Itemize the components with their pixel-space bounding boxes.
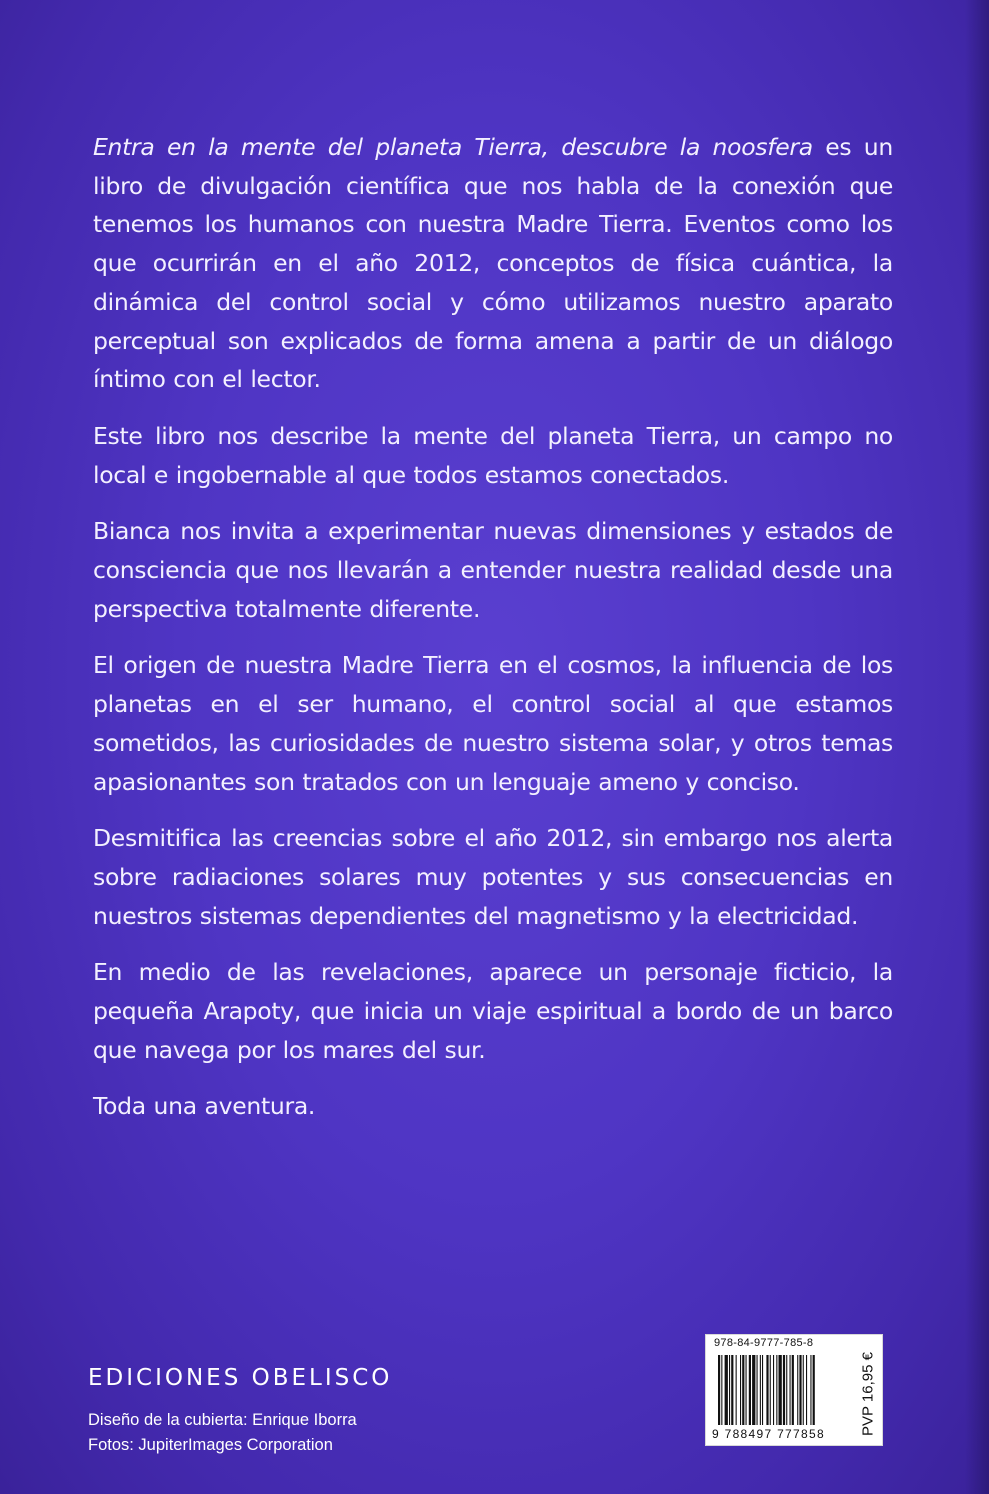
book-title: Entra en la mente del planeta Tierra, descubre la noosfera — [93, 133, 813, 161]
blurb-paragraph-5: Desmitifica las creencias sobre el año 2012, sin embargo nos alerta sobre radiaciones solares muy potentes y sus consecuencias en nuestros sistemas dependientes del magnetismo y la electricidad. — [93, 824, 893, 930]
price-text: PVP 16,95 € — [859, 1352, 877, 1436]
blurb-paragraph-6: En medio de las revelaciones, aparece un personaje ficticio, la pequeña Arapoty, que inicia un viaje espiritual a bordo de un barco que navega por los mares del sur. — [93, 958, 893, 1064]
edge-shadow — [965, 0, 989, 1494]
blurb-paragraph-4: El origen de nuestra Madre Tierra en el cosmos, la influencia de los planetas en el ser humano, el control social al que estamos sometidos, las curiosidades de nuestro sistema solar, y otros temas apasionantes son tratados con un lenguaje ameno y conciso. — [93, 651, 893, 796]
price-label — [854, 1345, 882, 1443]
cover-design-credit: Diseño de la cubierta: Enrique Iborra — [88, 1411, 357, 1429]
blurb-paragraph-1 — [93, 128, 893, 399]
blurb-paragraph-7: Toda una aventura. — [93, 1092, 316, 1121]
photos-credit: Fotos: JupiterImages Corporation — [88, 1436, 333, 1454]
publisher-name: EDICIONES OBELISCO — [88, 1365, 393, 1391]
blurb-paragraph-3: Bianca nos invita a experimentar nuevas dimensiones y estados de consciencia que nos llevarán a entender nuestra realidad desde una perspectiva totalmente diferente. — [93, 517, 893, 623]
blurb-text — [93, 128, 893, 1144]
barcode-label — [705, 1334, 883, 1446]
blurb-paragraph-2: Este libro nos describe la mente del planeta Tierra, un campo no local e ingobernable al que todos estamos conectados. — [93, 421, 893, 489]
isbn-number: 978-84-9777-785-8 — [714, 1337, 814, 1349]
barcode-icon — [718, 1355, 850, 1425]
barcode-digits: 9 788497 777858 — [712, 1427, 825, 1441]
blurb-paragraph-1-text: es un libro de divulgación científica que nos habla de la conexión que tenemos los humanos con nuestra Madre Tierra. Eventos como los que ocurrirán en el año 2012, conceptos de física cuántica, la dinámica del control social y cómo utilizamos nuestro aparato perceptual son explicados de forma amena a partir de un diálogo íntimo con el lector. — [93, 133, 893, 394]
credits — [88, 1408, 357, 1458]
